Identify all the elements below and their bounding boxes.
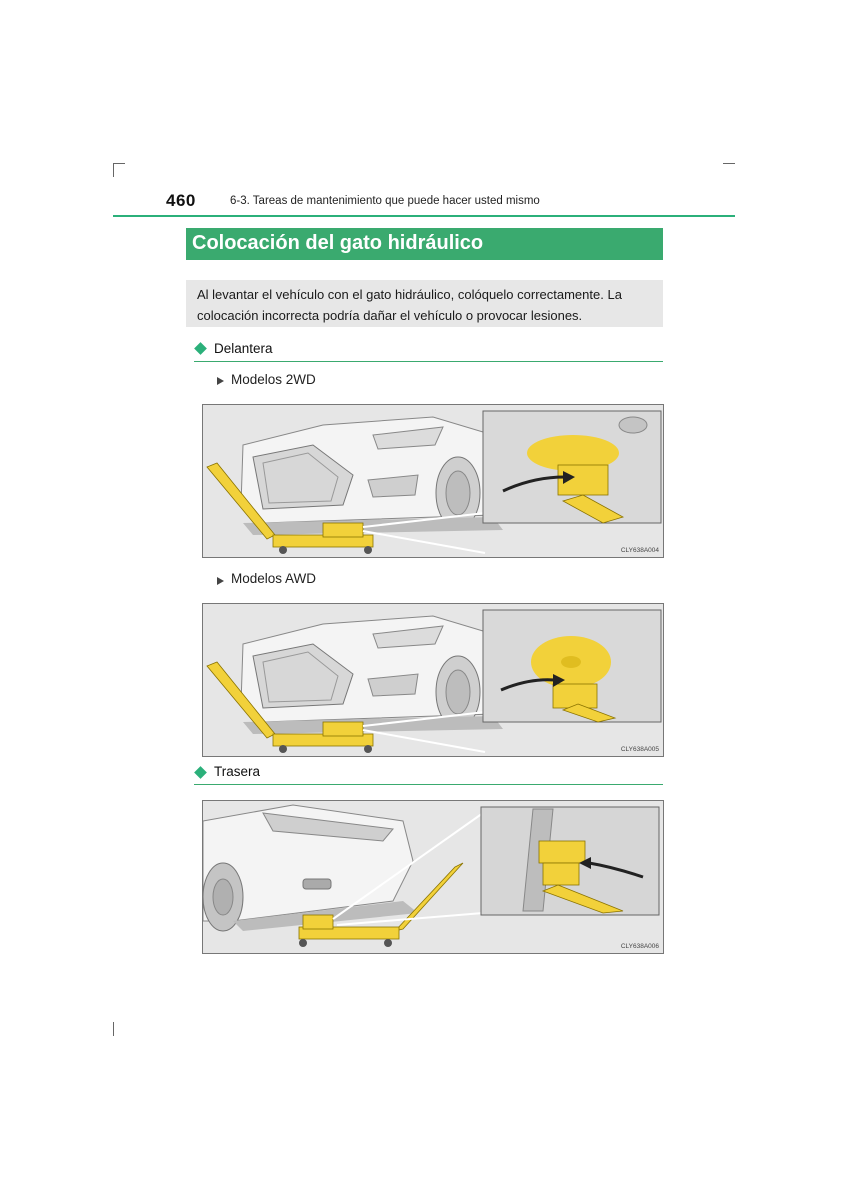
triangle-bullet-icon bbox=[217, 577, 224, 585]
crop-mark bbox=[113, 163, 114, 177]
header-rule bbox=[113, 215, 735, 217]
figure-front-awd bbox=[202, 603, 664, 757]
section-heading-front: Delantera bbox=[214, 341, 273, 356]
diamond-bullet-icon bbox=[194, 342, 207, 355]
car-front-illustration bbox=[203, 405, 664, 558]
figure-code: CLY638A006 bbox=[620, 943, 659, 950]
section-heading-rear: Trasera bbox=[214, 764, 261, 779]
car-front-illustration bbox=[203, 604, 664, 757]
diamond-bullet-icon bbox=[194, 766, 207, 779]
crop-mark bbox=[723, 163, 735, 164]
crop-mark bbox=[113, 1022, 114, 1036]
figure-code: CLY638A004 bbox=[620, 547, 659, 554]
section-rule bbox=[194, 784, 663, 785]
figure-front-2wd bbox=[202, 404, 664, 558]
section-label: 6-3. Tareas de mantenimiento que puede hacer usted mismo bbox=[230, 195, 540, 207]
intro-box: Al levantar el vehículo con el gato hidráulico, colóquelo correctamente. La colocación incorrecta podría dañar el vehículo o provocar lesiones. bbox=[186, 280, 663, 327]
model-label-awd: Modelos AWD bbox=[231, 571, 317, 586]
crop-mark bbox=[113, 163, 125, 164]
triangle-bullet-icon bbox=[217, 377, 224, 385]
car-rear-illustration bbox=[203, 801, 664, 954]
figure-code: CLY638A005 bbox=[620, 746, 659, 753]
model-label-2wd: Modelos 2WD bbox=[231, 372, 316, 387]
page-title: Colocación del gato hidráulico bbox=[186, 228, 663, 260]
page-number: 460 bbox=[166, 191, 196, 210]
figure-rear bbox=[202, 800, 664, 954]
section-rule bbox=[194, 361, 663, 362]
